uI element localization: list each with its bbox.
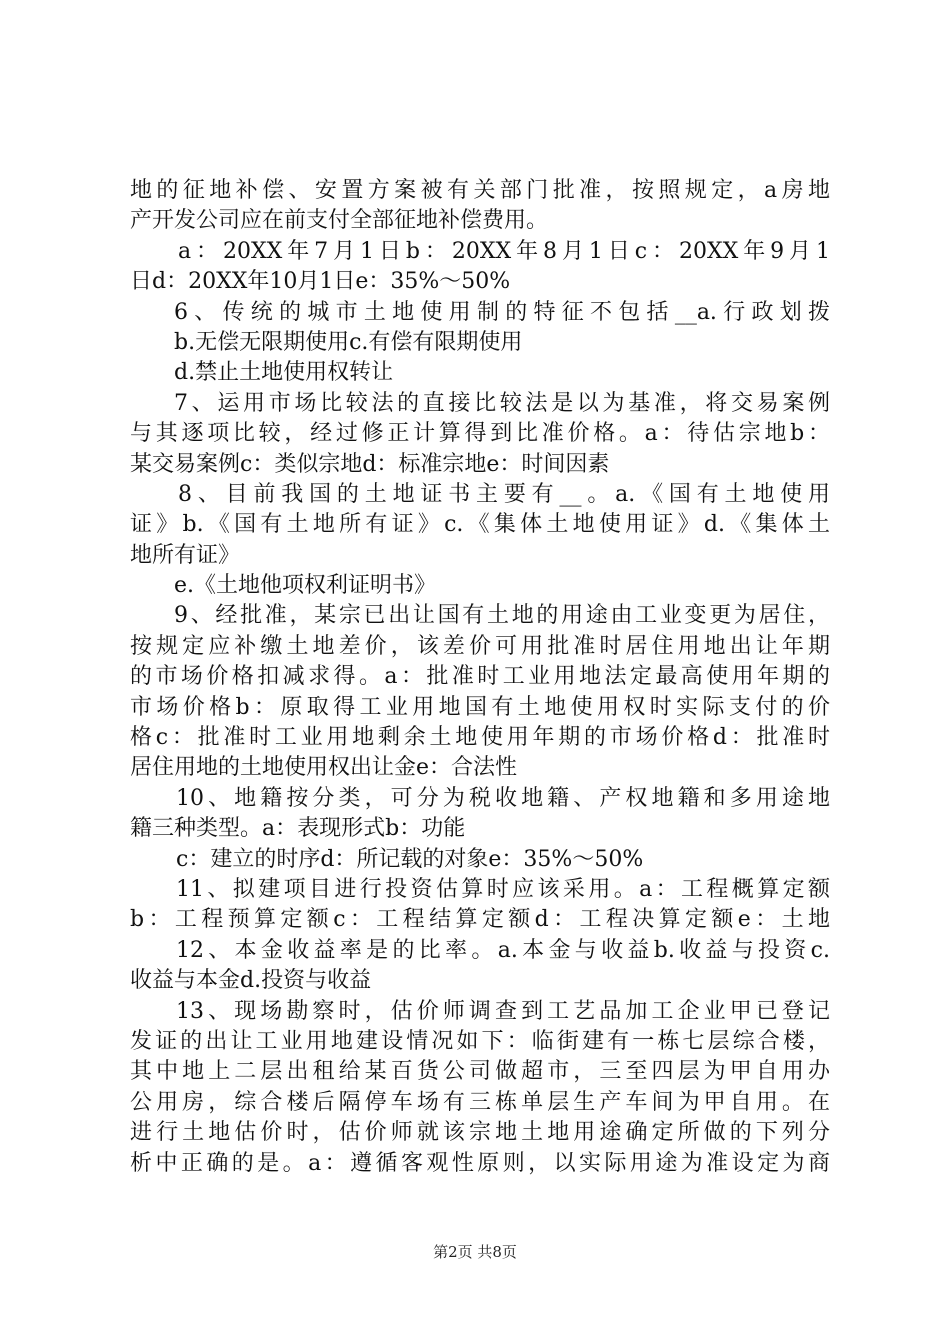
text-line: 日d：20XX年10月1日e：35%～50%: [130, 269, 511, 295]
text-line: 9、经批准，某宗已出让国有土地的用途由工业变更为居住，: [174, 603, 830, 629]
text-line: 市场价格b：原取得工业用地国有土地使用权时实际支付的价: [130, 694, 830, 720]
text-line: 证》b.《国有土地所有证》c.《集体土地使用证》d.《集体土: [130, 512, 830, 538]
text-line: 析中正确的是。a：遵循客观性原则，以实际用途为准设定为商: [130, 1150, 830, 1176]
text-line: 10、地籍按分类，可分为税收地籍、产权地籍和多用途地: [176, 785, 830, 811]
text-line: 居住用地的土地使用权出让金e：合法性: [130, 755, 518, 781]
text-line: 收益与本金d.投资与收益: [130, 968, 372, 994]
page-number: 第2页 共8页: [433, 1243, 517, 1261]
text-line: 11、拟建项目进行投资估算时应该采用。a：工程概算定额: [176, 876, 830, 902]
text-line: 的市场价格扣减求得。a：批准时工业用地法定最高使用年期的: [130, 664, 830, 690]
text-line: 7、运用市场比较法的直接比较法是以为基准，将交易案例: [174, 390, 830, 416]
text-line: a：20XX年7月1日b：20XX年8月1日c：20XX年9月1: [178, 238, 830, 264]
text-line: 进行土地估价时，估价师就该宗地土地用途确定所做的下列分: [130, 1120, 830, 1146]
text-line: b：工程预算定额c：工程结算定额d：工程决算定额e：土地: [130, 907, 830, 933]
text-line: 13、现场勘察时，估价师调查到工艺品加工企业甲已登记: [176, 998, 830, 1024]
text-line: 12、本金收益率是的比率。a.本金与收益b.收益与投资c.: [176, 937, 830, 963]
text-line: 按规定应补缴土地差价，该差价可用批准时居住用地出让年期: [130, 633, 830, 659]
text-line: 地所有证》: [130, 542, 241, 568]
text-line: e.《土地他项权利证明书》: [174, 573, 437, 599]
text-line: 8、目前我国的土地证书主要有__。a.《国有土地使用: [178, 481, 830, 507]
text-line: 产开发公司应在前支付全部征地补偿费用。: [130, 208, 549, 234]
text-line: 其中地上二层出租给某百货公司做超市，三至四层为甲自用办: [130, 1059, 830, 1085]
text-line: 6、传统的城市土地使用制的特征不包括__a.行政划拨: [174, 299, 830, 325]
text-line: 地的征地补偿、安置方案被有关部门批准，按照规定，a房地: [130, 178, 830, 203]
text-line: d.禁止土地使用权转让: [174, 360, 394, 386]
document-body: [130, 176, 830, 1179]
text-line: 格c：批准时工业用地剩余土地使用年期的市场价格d：批准时: [130, 725, 830, 751]
text-line: 籍三种类型。a：表现形式b：功能: [130, 816, 466, 842]
text-line: 与其逐项比较，经过修正计算得到比准价格。a：待估宗地b：: [130, 421, 830, 447]
text-line: 发证的出让工业用地建设情况如下：临街建有一栋七层综合楼，: [130, 1028, 830, 1054]
text-line: 公用房，综合楼后隔停车场有三栋单层生产车间为甲自用。在: [130, 1089, 830, 1115]
text-line: b.无偿无限期使用c.有偿有限期使用: [174, 329, 523, 355]
text-line: c：建立的时序d：所记载的对象e：35%～50%: [176, 846, 644, 872]
text-line: 某交易案例c：类似宗地d：标准宗地e：时间因素: [130, 451, 610, 477]
